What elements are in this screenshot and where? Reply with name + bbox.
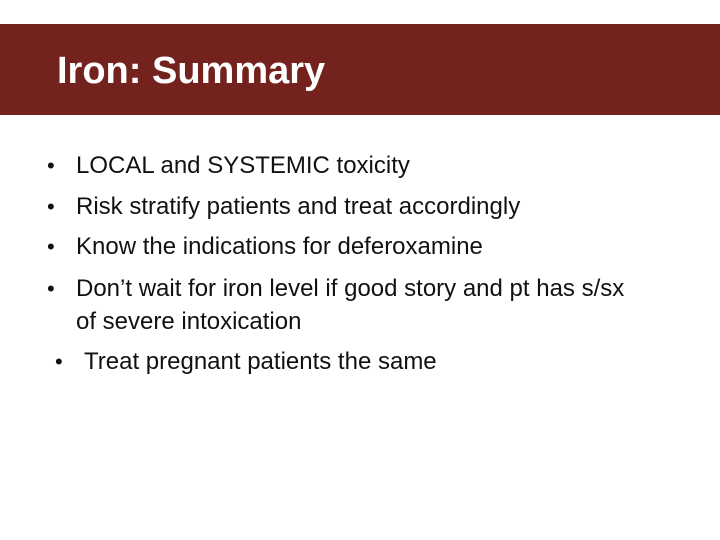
bullet-text: Treat pregnant patients the same — [84, 347, 437, 375]
bullet-text: LOCAL and SYSTEMIC toxicity — [76, 152, 410, 179]
bullet-marker: • — [47, 193, 55, 219]
slide-title: Iron: Summary — [57, 50, 326, 92]
bullet-item — [47, 187, 687, 228]
bullet-marker: • — [55, 348, 63, 374]
bullet-marker: • — [47, 234, 55, 259]
bullet-text: Know the indications for deferoxamine — [76, 233, 483, 260]
bullet-marker: • — [47, 153, 55, 178]
bullet-item — [47, 227, 687, 268]
bullet-item — [47, 146, 687, 187]
bullet-list — [47, 146, 687, 382]
bullet-item — [55, 342, 687, 383]
bullet-marker: • — [47, 275, 55, 301]
bullet-text: Risk stratify patients and treat accordingly — [76, 192, 521, 220]
bullet-text: Don’t wait for iron level if good story and pt has s/sx of severe intoxication — [76, 274, 625, 335]
bullet-item — [47, 268, 636, 342]
